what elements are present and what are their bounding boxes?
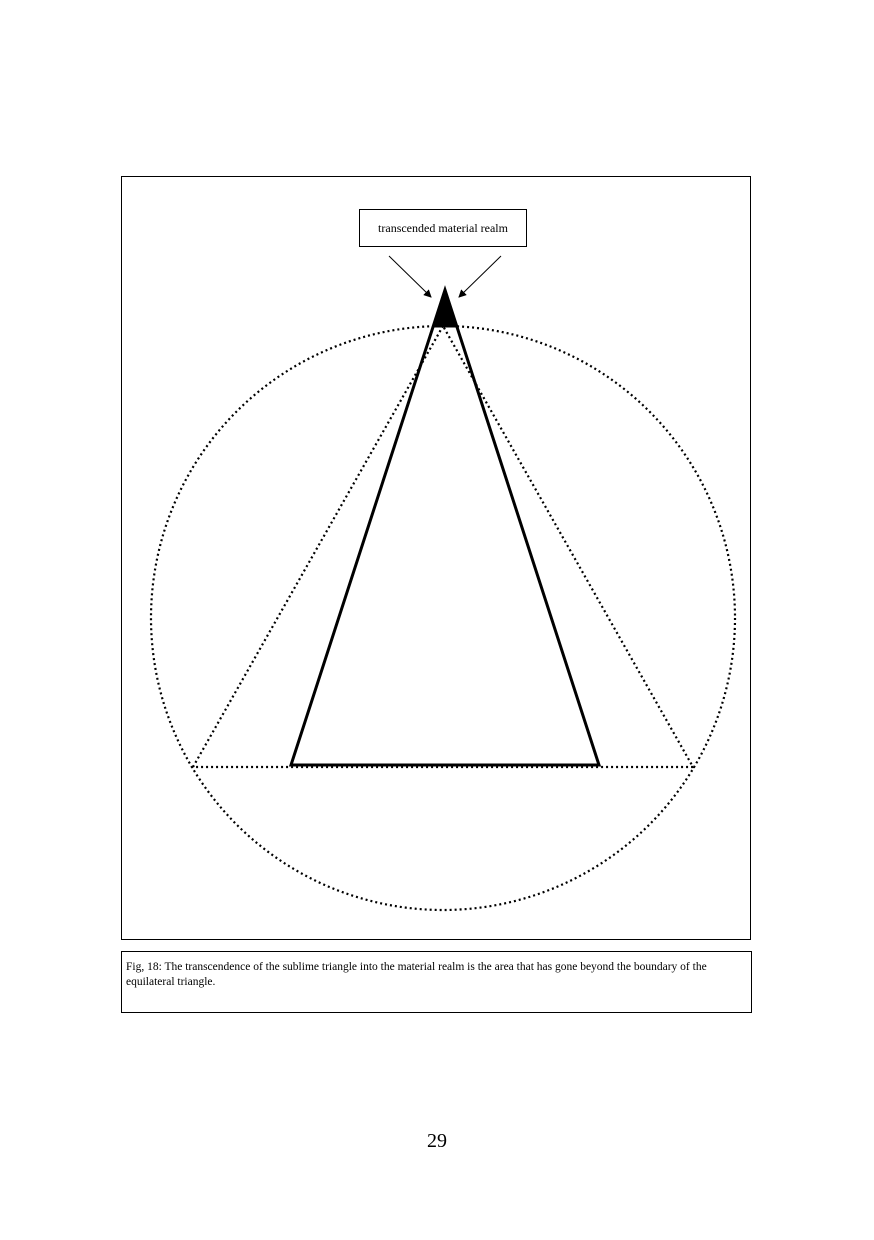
transcended-tip bbox=[433, 290, 457, 327]
left-pointer-arrow bbox=[389, 256, 431, 297]
dotted-equilateral-triangle bbox=[193, 326, 693, 767]
callout-label: transcended material realm bbox=[378, 220, 508, 235]
caption-text: Fig, 18: The transcendence of the sublime triangle into the material realm is the area that has gone beyond the boundary of the equilateral triangle. bbox=[126, 961, 707, 988]
figure-caption bbox=[121, 951, 752, 1013]
sublime-triangle bbox=[291, 290, 599, 765]
callout-box bbox=[359, 209, 527, 247]
dotted-circle bbox=[151, 326, 735, 910]
page-number: 29 bbox=[427, 1130, 447, 1152]
right-pointer-arrow bbox=[459, 256, 501, 297]
